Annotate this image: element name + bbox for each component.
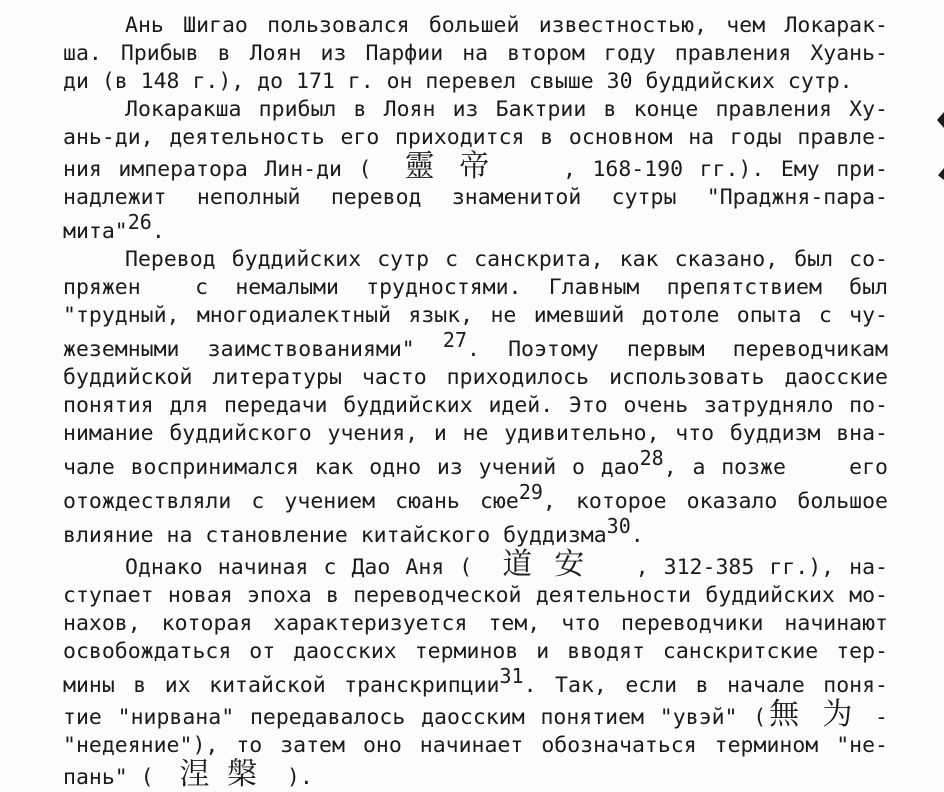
text-line bbox=[63, 40, 888, 68]
text-line bbox=[63, 582, 888, 610]
text-line bbox=[63, 302, 888, 330]
paragraph-4 bbox=[63, 547, 888, 792]
text-run: ша. Прибыв в Лоян из Парфии на втором году правления Хуань- bbox=[63, 41, 888, 66]
text-line bbox=[63, 274, 888, 302]
text-run: нимание буддийского учения, и не удивительно, что буддизм вна- bbox=[63, 421, 888, 446]
text-line bbox=[63, 246, 888, 274]
text-run: ступает новая эпоха в переводческой деятельности буддийских мо- bbox=[63, 583, 888, 608]
text-run: "недеяние"), то затем оно начинает обозначаться термином "не- bbox=[63, 733, 888, 758]
text-run: ). bbox=[261, 765, 313, 790]
text-run: Локаракша прибыл в Лоян из Бактрии в конце правления Ху- bbox=[125, 97, 888, 122]
text-line bbox=[63, 124, 888, 152]
text-line bbox=[63, 666, 888, 700]
footnote-reference: 26 bbox=[127, 210, 152, 234]
text-run: мита" bbox=[63, 219, 128, 244]
text-line bbox=[63, 364, 888, 392]
text-run: чале воспринимался как одно из учений о дао bbox=[63, 455, 640, 480]
text-line bbox=[63, 610, 888, 638]
text-run: . bbox=[151, 219, 165, 244]
text-line bbox=[63, 482, 888, 516]
text-run: ди (в 148 г.), до 171 г. он перевел свыше 30 буддийских сутр. bbox=[63, 69, 853, 94]
text-line bbox=[63, 516, 888, 550]
footnote-reference: 27 bbox=[442, 328, 467, 352]
text-line bbox=[63, 330, 888, 364]
text-run: , а позже его bbox=[663, 455, 888, 480]
text-line bbox=[63, 420, 888, 448]
text-line bbox=[63, 638, 888, 666]
text-run: понятия для передачи буддийских идей. Это очень затрудняло по- bbox=[63, 393, 888, 418]
text-line bbox=[63, 96, 888, 124]
text-run: тие "нирвана" передавалось даосским понятием "увэй" ( bbox=[63, 705, 767, 730]
text-line bbox=[63, 697, 888, 732]
text-run: надлежит неполный перевод знаменитой сутры "Праджня-пара- bbox=[63, 185, 888, 210]
handwritten-chinese-characters: 無 为 bbox=[766, 697, 860, 732]
text-run: - bbox=[859, 705, 888, 730]
handwritten-chinese-characters: 涅 槃 bbox=[179, 757, 262, 792]
text-line bbox=[63, 68, 888, 96]
text-line bbox=[63, 149, 888, 184]
text-run: , которое оказало большое bbox=[542, 489, 888, 514]
text-line bbox=[63, 732, 888, 760]
text-run: нахов, которая характеризуется тем, что переводчики начинают bbox=[63, 611, 888, 636]
handwritten-chinese-characters: 道 安 bbox=[502, 547, 591, 582]
text-run: буддийской литературы часто приходилось использовать даосские bbox=[63, 365, 888, 390]
footnote-reference: 28 bbox=[639, 446, 664, 470]
text-run: "трудный, многодиалектный язык, не имевший дотоле опыта с чу- bbox=[63, 303, 888, 328]
text-run: . bbox=[630, 523, 644, 548]
text-run: пряжен с немалыми трудностями. Главным препятствием был bbox=[63, 275, 888, 300]
text-run: влияние на становление китайского буддизма bbox=[63, 523, 607, 548]
text-run: мины в их китайской транскрипции bbox=[63, 673, 500, 698]
text-line bbox=[63, 448, 888, 482]
text-line bbox=[63, 392, 888, 420]
text-run: освобождаться от даосских терминов и вводят санскритские тер- bbox=[63, 639, 888, 664]
text-run: Перевод буддийских сутр с санскрита, как сказано, был со- bbox=[125, 247, 888, 272]
paragraph-2 bbox=[63, 96, 888, 246]
text-run: Ань Шигао пользовался большей известностью, чем Локарак- bbox=[125, 13, 888, 38]
text-run: . Так, если в начале поня- bbox=[523, 673, 888, 698]
paragraph-1 bbox=[63, 12, 888, 96]
text-run: . Поэтому первым переводчикам bbox=[467, 337, 888, 362]
text-line bbox=[63, 757, 888, 792]
text-run: ния императора Лин-ди ( bbox=[63, 157, 405, 182]
handwritten-chinese-characters: 靈 帝 bbox=[404, 149, 497, 184]
footnote-reference: 31 bbox=[499, 664, 524, 688]
text-run: жеземными заимствованиями" bbox=[63, 337, 443, 362]
text-run: пань" ( bbox=[63, 765, 180, 790]
text-run: , 312-385 гг.), на- bbox=[590, 555, 888, 580]
footnote-reference: 29 bbox=[518, 480, 543, 504]
text-line bbox=[63, 212, 888, 246]
text-line bbox=[63, 12, 888, 40]
text-run: ань-ди, деятельность его приходится в основном на годы правле- bbox=[63, 125, 888, 150]
text-run: Однако начиная с Дао Аня ( bbox=[125, 555, 503, 580]
text-run: , 168-190 гг.). Ему при- bbox=[496, 157, 888, 182]
paragraph-3 bbox=[63, 246, 888, 550]
text-run: отождествляли с учением сюань сюе bbox=[63, 489, 519, 514]
text-line bbox=[63, 547, 888, 582]
text-line bbox=[63, 184, 888, 212]
footnote-reference: 30 bbox=[606, 514, 631, 538]
